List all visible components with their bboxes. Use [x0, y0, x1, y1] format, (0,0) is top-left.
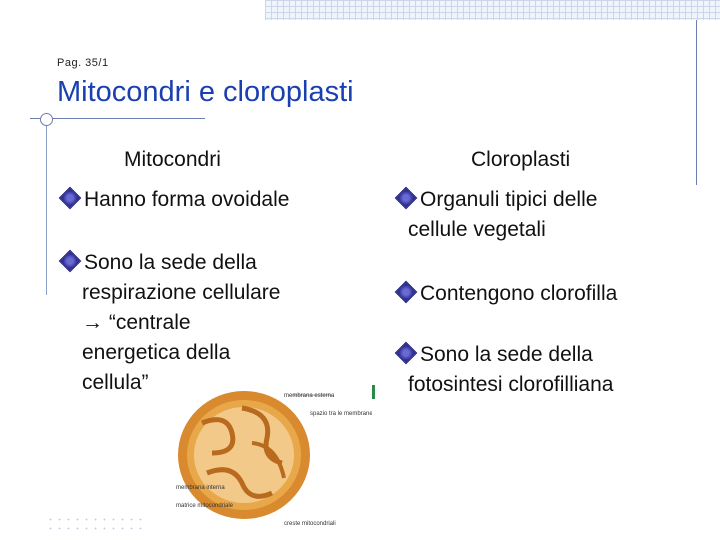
- left-column-heading: Mitocondri: [124, 148, 221, 171]
- dotted-decoration: [46, 515, 146, 535]
- mitochondrion-diagram: [172, 383, 372, 529]
- left-divider-line: [46, 125, 47, 295]
- mitochondrion-illustration: [172, 383, 372, 529]
- bullet-line: fotosintesi clorofilliana: [408, 373, 614, 396]
- bullet-line: Contengono clorofilla: [420, 282, 618, 305]
- bullet-line: energetica della: [82, 341, 231, 364]
- circle-ornament-icon: [40, 113, 53, 126]
- diamond-bullet-icon: [59, 250, 82, 273]
- page-title: Mitocondri e cloroplasti: [57, 76, 354, 108]
- list-item: [398, 280, 698, 310]
- bullet-line: Organuli tipici delle: [420, 188, 598, 211]
- right-column-heading: Cloroplasti: [471, 148, 571, 171]
- bullet-line: cellula”: [82, 371, 149, 394]
- list-item: [398, 341, 698, 401]
- diamond-bullet-icon: [395, 342, 418, 365]
- bullet-line: → “centrale: [82, 311, 191, 334]
- matrix-label: matrice mitocondriale: [176, 503, 234, 509]
- list-item: [62, 186, 362, 216]
- bullet-line: Sono la sede della: [84, 251, 257, 274]
- diamond-bullet-icon: [395, 281, 418, 304]
- list-item: [398, 186, 698, 246]
- right-divider-line: [696, 20, 697, 185]
- list-item: [62, 249, 362, 399]
- intermembrane-space-label: spazio tra le membrane: [310, 411, 372, 417]
- bullet-line: Hanno forma ovoidale: [84, 188, 290, 211]
- header-grid-decoration: [265, 0, 720, 20]
- cristae-label: creste mitocondriali: [284, 521, 336, 527]
- bullet-line: respirazione cellulare: [82, 281, 281, 304]
- title-underline: [30, 118, 205, 119]
- bullet-line: Sono la sede della: [420, 343, 593, 366]
- diamond-bullet-icon: [395, 187, 418, 210]
- bullet-line: cellule vegetali: [408, 218, 546, 241]
- page-reference: Pag. 35/1: [57, 57, 109, 69]
- inner-membrane-label: membrana interna: [176, 485, 225, 491]
- green-edge-mark: [372, 385, 375, 399]
- diamond-bullet-icon: [59, 187, 82, 210]
- outer-membrane-label: membrana esterna: [284, 393, 335, 399]
